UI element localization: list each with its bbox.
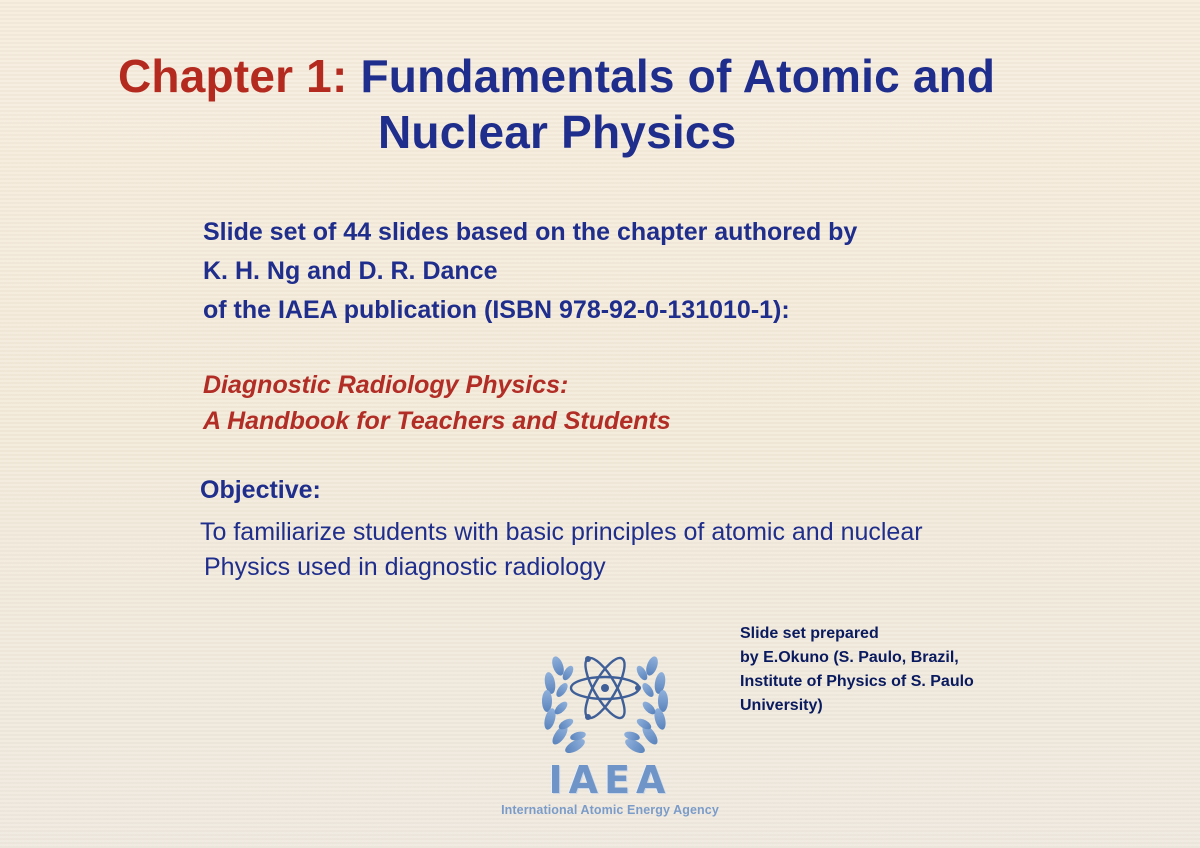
title-main-part-1: Fundamentals of Atomic and <box>360 50 996 102</box>
iaea-acronym: IAEA <box>548 758 672 802</box>
slide-title <box>0 48 1200 160</box>
intro-line-3: of the IAEA publication (ISBN 978-92-0-131010-1): <box>203 296 790 324</box>
chapter-label: Chapter 1: <box>118 50 348 102</box>
objective-line-1: To familiarize students with basic principles of atomic and nuclear <box>200 518 923 546</box>
intro-line-2: K. H. Ng and D. R. Dance <box>203 257 498 285</box>
prepared-line-2: by E.Okuno (S. Paulo, Brazil, <box>740 649 959 666</box>
intro-line-1: Slide set of 44 slides based on the chapter authored by <box>203 218 858 246</box>
book-title <box>203 367 1053 439</box>
agency-name: International Atomic Energy Agency <box>501 803 719 817</box>
book-title-line-1: Diagnostic Radiology Physics: <box>203 371 569 399</box>
objective-line-2: Physics used in diagnostic radiology <box>204 553 606 581</box>
book-title-line-2: A Handbook for Teachers and Students <box>203 407 671 435</box>
objective-text <box>200 515 1180 585</box>
title-line-1 <box>0 48 1200 104</box>
title-main-part-2: Nuclear Physics <box>378 106 737 159</box>
iaea-atom-laurel-icon <box>530 628 680 768</box>
prepared-line-4: University) <box>740 697 823 714</box>
objective-label: Objective: <box>200 476 321 504</box>
prepared-line-1: Slide set prepared <box>740 625 879 642</box>
intro-text <box>203 213 1103 330</box>
prepared-line-3: Institute of Physics of S. Paulo <box>740 673 974 690</box>
prepared-by <box>740 622 1070 718</box>
